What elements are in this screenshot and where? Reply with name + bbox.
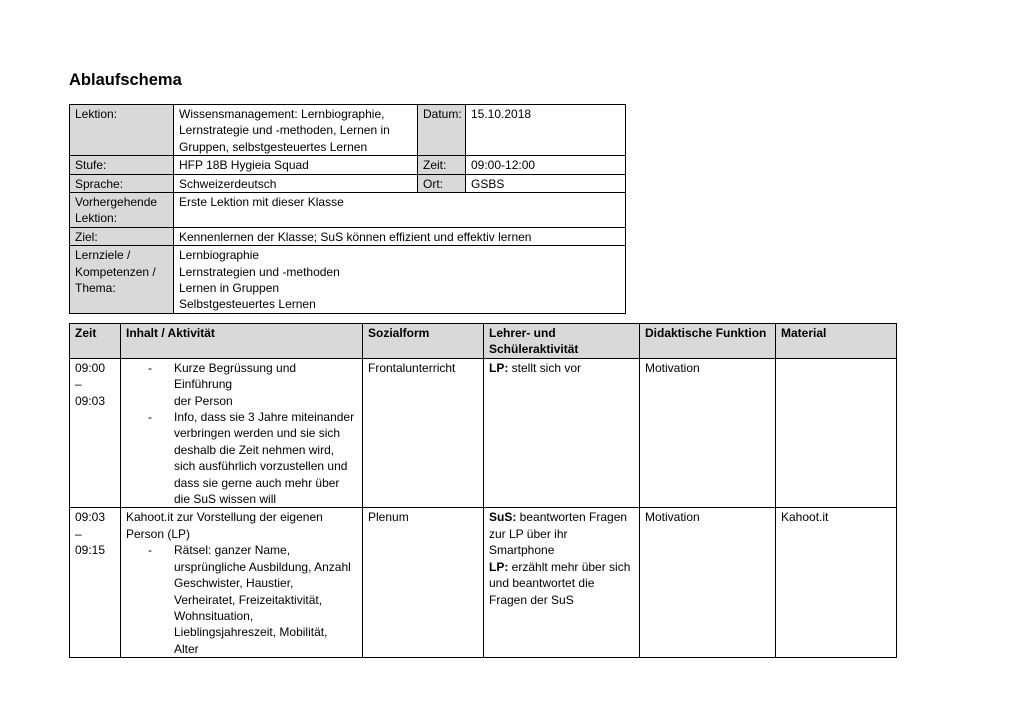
ziel-value: Kennenlernen der Klasse; SuS können effizient und effektiv lernen bbox=[174, 227, 626, 245]
text-line bbox=[489, 509, 634, 525]
row-sozialform: Plenum bbox=[363, 508, 484, 658]
row-sozialform: Frontalunterricht bbox=[363, 358, 484, 508]
bullet-dash: - bbox=[148, 360, 152, 375]
table-row bbox=[70, 508, 897, 658]
text-line: Smartphone bbox=[489, 543, 555, 558]
stufe-label: Stufe: bbox=[70, 156, 174, 174]
lernziel-item: Lernstrategien und -methoden bbox=[179, 264, 340, 279]
row-zeit bbox=[70, 358, 121, 508]
text-line: und beantwortet die bbox=[489, 576, 595, 591]
list-item-text bbox=[174, 360, 357, 409]
ort-label: Ort: bbox=[418, 174, 466, 192]
col-header-aktivitaet bbox=[484, 324, 640, 359]
sprache-value: Schweizerdeutsch bbox=[174, 174, 418, 192]
text-line: Person (LP) bbox=[126, 526, 191, 541]
row-inhalt bbox=[121, 508, 363, 658]
ort-value: GSBS bbox=[466, 174, 626, 192]
zeit-line: 09:00 bbox=[75, 360, 106, 375]
lektion-value bbox=[174, 105, 418, 156]
text-line: Lieblingsjahreszeit, Mobilität, bbox=[174, 625, 328, 640]
datum-label: Datum: bbox=[418, 105, 466, 156]
datum-value: 15.10.2018 bbox=[466, 105, 626, 156]
col-header-zeit: Zeit bbox=[70, 324, 121, 359]
vorherige-value: Erste Lektion mit dieser Klasse bbox=[174, 193, 626, 228]
text-line: zur LP über ihr bbox=[489, 526, 568, 541]
text-line: Alter bbox=[174, 641, 199, 656]
row-material bbox=[776, 358, 897, 508]
row-funktion: Motivation bbox=[640, 358, 776, 508]
lektion-line: Lernstrategie und -methoden, Lernen in bbox=[179, 123, 390, 138]
zeit-line: 09:03 bbox=[75, 393, 106, 408]
list-item bbox=[126, 409, 357, 507]
text-line: Info, dass sie 3 Jahre miteinander bbox=[174, 410, 355, 425]
text-line: Rätsel: ganzer Name, bbox=[174, 543, 291, 558]
text-line: Kahoot.it zur Vorstellung der eigenen bbox=[126, 510, 323, 525]
text-line: verbringen werden und sie sich bbox=[174, 426, 341, 441]
ziel-label: Ziel: bbox=[70, 227, 174, 245]
lernziele-label bbox=[70, 246, 174, 314]
row-aktivitaet bbox=[484, 508, 640, 658]
text-line: Verheiratet, Freizeitaktivität, bbox=[174, 592, 323, 607]
lp-label: LP: bbox=[489, 360, 509, 375]
list-item-text bbox=[174, 542, 357, 657]
lektion-label: Lektion: bbox=[70, 105, 174, 156]
text-line: die SuS wissen will bbox=[174, 492, 277, 507]
text-line: der Person bbox=[174, 393, 233, 408]
row-inhalt bbox=[121, 358, 363, 508]
row-aktivitaet bbox=[484, 358, 640, 508]
lesson-flow-table bbox=[69, 323, 897, 658]
text-line: dass sie gerne auch mehr über bbox=[174, 475, 340, 490]
vorherige-label-line: Lektion: bbox=[75, 211, 118, 226]
text-line: sich ausführlich vorzustellen und bbox=[174, 459, 348, 474]
sus-label: SuS: bbox=[489, 510, 517, 525]
lp-text: erzählt mehr über sich bbox=[508, 559, 631, 574]
zeit-line: – bbox=[75, 526, 82, 541]
row-material: Kahoot.it bbox=[776, 508, 897, 658]
text-line: Geschwister, Haustier, bbox=[174, 576, 294, 591]
text-line: deshalb die Zeit nehmen wird, bbox=[174, 442, 335, 457]
lektion-line: Wissensmanagement: Lernbiographie, bbox=[179, 107, 385, 121]
text-line: ursprüngliche Ausbildung, Anzahl bbox=[174, 559, 351, 574]
sus-text: beantworten Fragen bbox=[516, 510, 628, 525]
row-zeit bbox=[70, 508, 121, 658]
zeit-value: 09:00-12:00 bbox=[466, 156, 626, 174]
zeit-line: 09:03 bbox=[75, 510, 106, 525]
zeit-line: – bbox=[75, 377, 82, 392]
vorherige-label bbox=[70, 193, 174, 228]
document-title: Ablaufschema bbox=[69, 71, 182, 89]
lernziele-label-line: Thema: bbox=[75, 281, 116, 296]
col-header-sozialform: Sozialform bbox=[363, 324, 484, 359]
col-header-line: Lehrer- und bbox=[489, 326, 556, 340]
lernziel-item: Lernbiographie bbox=[179, 248, 260, 263]
list-item bbox=[126, 360, 357, 409]
lernziel-item: Lernen in Gruppen bbox=[179, 281, 280, 296]
col-header-line: Schüleraktivität bbox=[489, 342, 579, 357]
text-line: Fragen der SuS bbox=[489, 592, 574, 607]
lp-label: LP: bbox=[489, 559, 509, 574]
lernziele-value bbox=[174, 246, 626, 314]
lp-text: stellt sich vor bbox=[508, 360, 582, 375]
lernziele-label-line: Kompetenzen / bbox=[75, 264, 156, 279]
sprache-label: Sprache: bbox=[70, 174, 174, 192]
col-header-inhalt: Inhalt / Aktivität bbox=[121, 324, 363, 359]
vorherige-label-line: Vorhergehende bbox=[75, 195, 158, 210]
text-line: Wohnsituation, bbox=[174, 608, 254, 623]
table-row bbox=[70, 358, 897, 508]
col-header-material: Material bbox=[776, 324, 897, 359]
zeit-label: Zeit: bbox=[418, 156, 466, 174]
lektion-line: Gruppen, selbstgesteuertes Lernen bbox=[179, 139, 368, 154]
list-item-text bbox=[174, 409, 357, 507]
text-line bbox=[489, 559, 634, 575]
lesson-info-table bbox=[69, 104, 626, 314]
list-item bbox=[126, 542, 357, 657]
col-header-funktion: Didaktische Funktion bbox=[640, 324, 776, 359]
lernziele-label-line: Lernziele / bbox=[75, 248, 131, 263]
lernziel-item: Selbstgesteuertes Lernen bbox=[179, 297, 316, 312]
zeit-line: 09:15 bbox=[75, 543, 106, 558]
text-line: Kurze Begrüssung und Einführung bbox=[174, 360, 297, 392]
stufe-value: HFP 18B Hygieia Squad bbox=[174, 156, 418, 174]
row-funktion: Motivation bbox=[640, 508, 776, 658]
bullet-dash: - bbox=[148, 543, 152, 558]
bullet-dash: - bbox=[148, 410, 152, 425]
